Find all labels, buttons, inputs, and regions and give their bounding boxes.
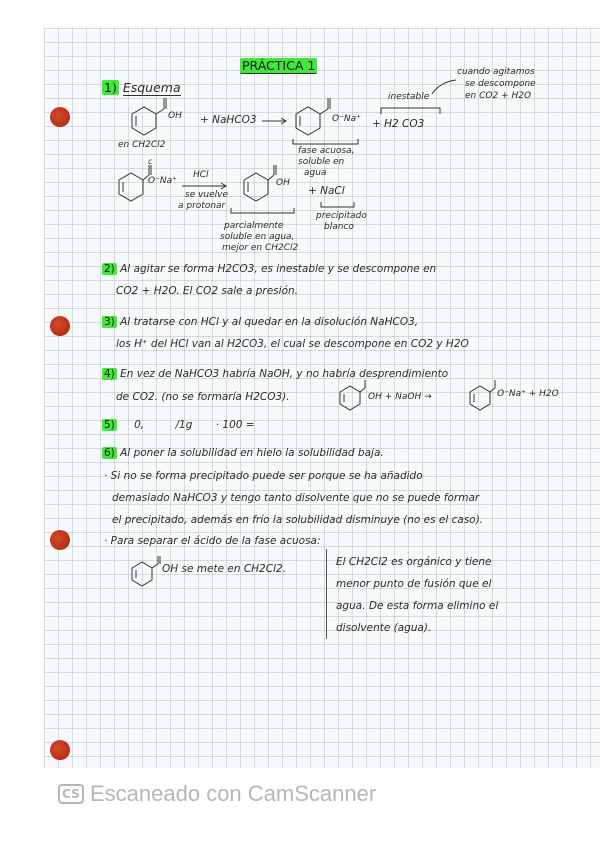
aqueous-label-1: fase acuosa,	[298, 146, 355, 156]
aqueous-label-2: soluble en	[298, 157, 345, 167]
reaction-arrow	[262, 116, 292, 126]
hcl-note-2: a protonar	[178, 201, 226, 211]
section-5-expression: 5) 0, /1g · 100 =	[104, 419, 255, 431]
section-6-line-4: el precipitado, además en frío la solubilidad disminuye (no es el caso).	[112, 514, 484, 526]
section-2-line-1: 2) Al agitar se forma H2CO3, es inestable y se descompone en	[104, 263, 437, 275]
benzoate-group: O⁻Na⁺	[332, 114, 361, 124]
reaction-arrow	[182, 182, 232, 190]
h2co3-product: + H2 CO3	[372, 118, 425, 130]
partial-line-2: soluble en agua,	[220, 232, 295, 242]
naoh-equation: OH + NaOH →	[368, 392, 432, 402]
punch-hole	[50, 740, 70, 760]
camscanner-logo: CS	[58, 784, 84, 804]
section-3-line-1: 3) Al tratarse con HCl y al quedar en la disolución NaHCO3,	[104, 316, 419, 328]
benzoic-acid-structure	[120, 96, 200, 146]
svg-text:OH: OH	[168, 111, 182, 121]
unstable-label: inestable	[388, 92, 430, 102]
section-3-line-2: los H⁺ del HCl van al H2CO3, el cual se descompone en CO2 y H2O	[116, 338, 469, 350]
section-6-line-5: · Para separar el ácido de la fase acuosa:	[104, 535, 321, 547]
benzoic-acid-structure	[128, 554, 166, 588]
partial-line-1: parcialmente	[224, 221, 284, 231]
benzoate-structure	[466, 378, 500, 412]
practice-title: PRÁCTICA 1	[242, 58, 316, 73]
partial-line-3: mejor en CH2Cl2	[222, 243, 299, 253]
benzoate-group: O⁻Na⁺	[148, 176, 177, 186]
section-6-line-3: demasiado NaHCO3 y tengo tanto disolvente que no se puede formar	[112, 492, 480, 504]
oh-group: OH	[276, 178, 290, 188]
divider-line	[326, 549, 327, 639]
punch-hole	[50, 107, 70, 127]
bracket	[320, 201, 360, 211]
explanation-line-4: disolvente (agua).	[336, 622, 432, 634]
section-6-line-1: 6) Al poner la solubilidad en hielo la solubilidad baja.	[104, 447, 384, 459]
hcl-note-1: se vuelve	[185, 190, 229, 200]
oh-into-ch2cl2: OH se mete en CH2Cl2.	[162, 563, 286, 575]
svg-text:c: c	[148, 157, 153, 166]
note-line-3: en CO2 + H2O	[465, 91, 532, 101]
explanation-line-3: agua. De esta forma elimino el	[336, 600, 499, 612]
camscanner-watermark	[58, 781, 376, 807]
explanation-line-2: menor punto de fusión que el	[336, 578, 492, 590]
hcl-reagent: HCl	[193, 170, 209, 180]
section-4-line-2: de CO2. (no se formaría H2CO3).	[116, 391, 290, 403]
explanation-line-1: El CH2Cl2 es orgánico y tiene	[336, 556, 492, 568]
aqueous-label-3: agua	[304, 168, 327, 178]
section-2-line-2: CO2 + H2O. El CO2 sale a presión.	[116, 285, 298, 297]
naoh-product: O⁻Na⁺ + H2O	[497, 389, 559, 399]
section-6-line-2: · Si no se forma precipitado puede ser porque se ha añadido	[104, 470, 423, 482]
bracket	[230, 207, 300, 217]
reagent-nahco3: + NaHCO3	[200, 114, 257, 126]
section-1-heading: 1) Esquema	[104, 80, 181, 95]
punch-hole	[50, 530, 70, 550]
solvent-label: en CH2Cl2	[118, 140, 166, 150]
precipitate-line-1: precipitado	[316, 211, 367, 221]
precipitate-line-2: blanco	[324, 222, 354, 232]
punch-hole	[50, 316, 70, 336]
section-4-line-1: 4) En vez de NaHCO3 habría NaOH, y no habría desprendimiento	[104, 368, 449, 380]
nacl-product: + NaCl	[308, 185, 345, 197]
bracket	[380, 104, 450, 116]
note-arrow	[430, 76, 460, 96]
benzoic-acid-structure	[240, 162, 280, 207]
camscanner-text: Escaneado con CamScanner	[90, 781, 377, 806]
note-line-1: cuando agitamos	[457, 67, 535, 77]
benzoic-acid-structure	[336, 378, 370, 412]
note-line-2: se descompone	[465, 79, 536, 89]
